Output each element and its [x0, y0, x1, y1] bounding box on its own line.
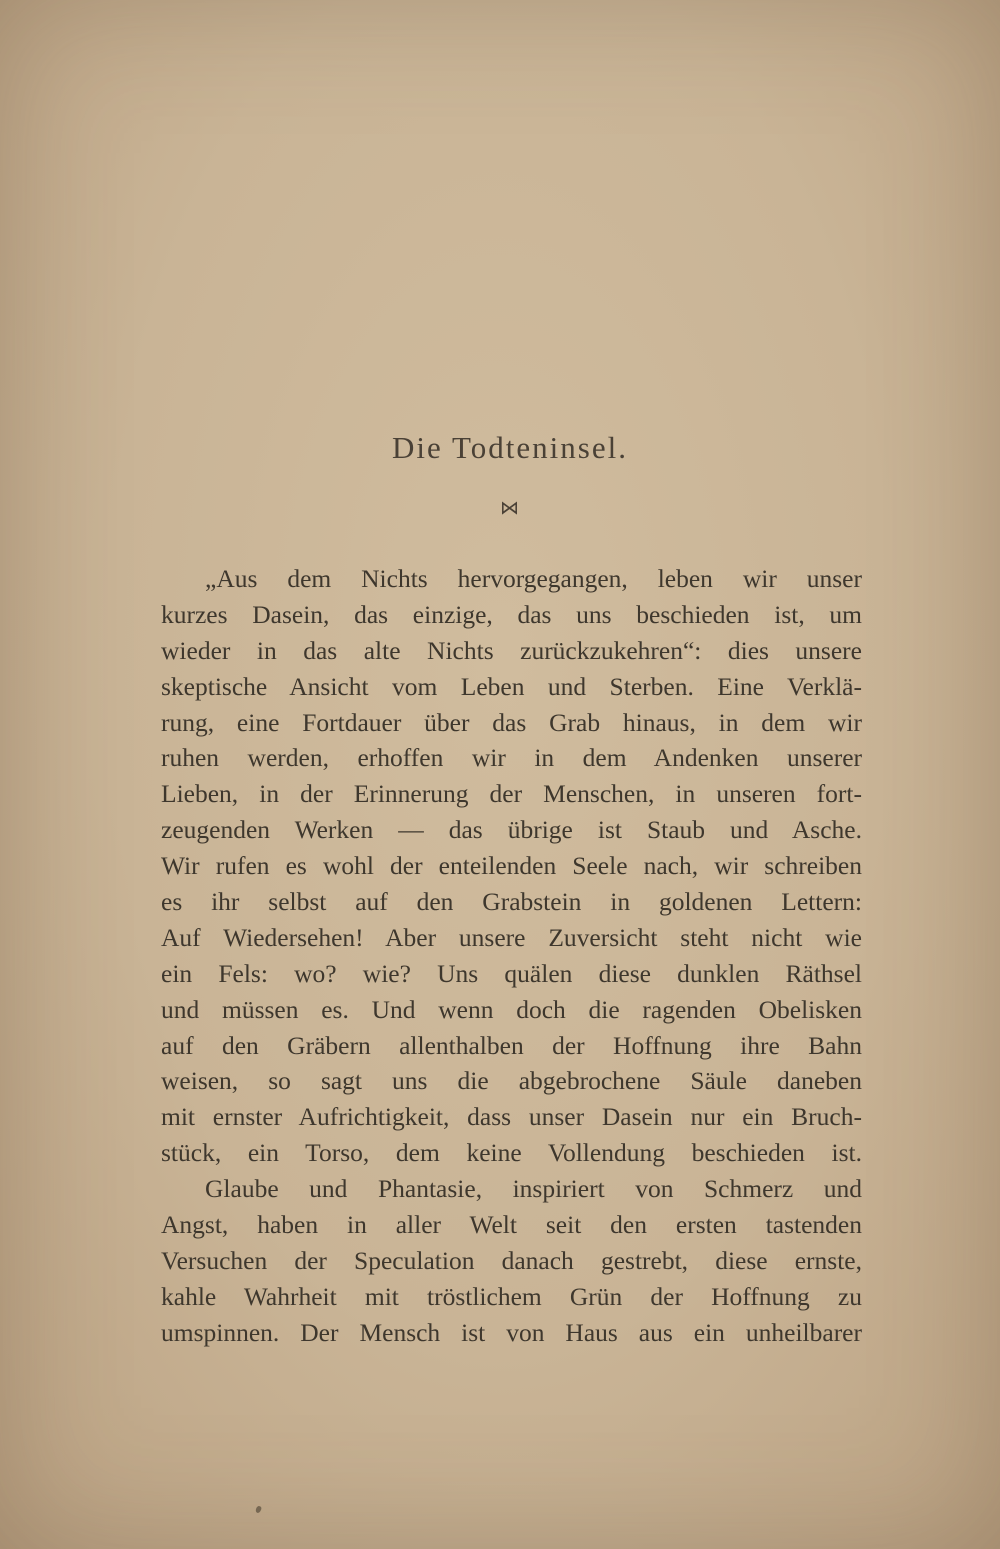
text-line: auf den Gräbern allenthalben der Hoffnung ihre Bahn — [161, 1030, 862, 1060]
text-line: „Aus dem Nichts hervorgegangen, leben wir unser — [205, 564, 862, 593]
text-line: es ihr selbst auf den Grabstein in goldenen Lettern: — [161, 887, 862, 917]
text-line: Lieben, in der Erinnerung der Menschen, in unseren fort- — [161, 779, 862, 809]
text-line: kurzes Dasein, das einzige, das uns beschieden ist, um — [161, 599, 862, 629]
page-title: Die Todteninsel. — [392, 430, 628, 465]
text-line: zeugenden Werken — das übrige ist Staub und Asche. — [161, 815, 862, 845]
text-line: mit ernster Aufrichtigkeit, dass unser Dasein nur ein Bruch- — [161, 1102, 862, 1132]
text-line: wieder in das alte Nichts zurückzukehren“: dies unsere — [161, 635, 862, 665]
text-line: Versuchen der Speculation danach gestrebt, diese ernste, — [161, 1245, 862, 1275]
text-line: weisen, so sagt uns die abgebrochene Säule daneben — [161, 1066, 862, 1096]
text-line: skeptische Ansicht vom Leben und Sterben. Eine Verklä- — [161, 671, 862, 701]
paper-smudge — [255, 1505, 262, 1513]
text-line: umspinnen. Der Mensch ist von Haus aus ein unheilbarer — [161, 1317, 862, 1347]
text-line: ruhen werden, erhoffen wir in dem Andenken unserer — [161, 743, 862, 773]
text-line: Auf Wiedersehen! Aber unsere Zuversicht steht nicht wie — [161, 922, 862, 952]
text-line: Wir rufen es wohl der enteilenden Seele nach, wir schreiben — [161, 851, 862, 881]
body-text — [161, 561, 862, 1351]
text-line: rung, eine Fortdauer über das Grab hinaus, in dem wir — [161, 707, 862, 737]
text-line: Angst, haben in aller Welt seit den ersten tastenden — [161, 1210, 862, 1240]
text-line: kahle Wahrheit mit tröstlichem Grün der Hoffnung zu — [161, 1281, 862, 1311]
text-line: und müssen es. Und wenn doch die ragenden Obelisken — [161, 994, 862, 1024]
text-line: ein Fels: wo? wie? Uns quälen diese dunklen Räthsel — [161, 958, 862, 988]
ornament-icon: ⋈ — [500, 498, 520, 519]
text-line: Glaube und Phantasie, inspiriert von Schmerz und — [205, 1174, 862, 1204]
text-line: stück, ein Torso, dem keine Vollendung beschieden ist. — [161, 1138, 862, 1168]
